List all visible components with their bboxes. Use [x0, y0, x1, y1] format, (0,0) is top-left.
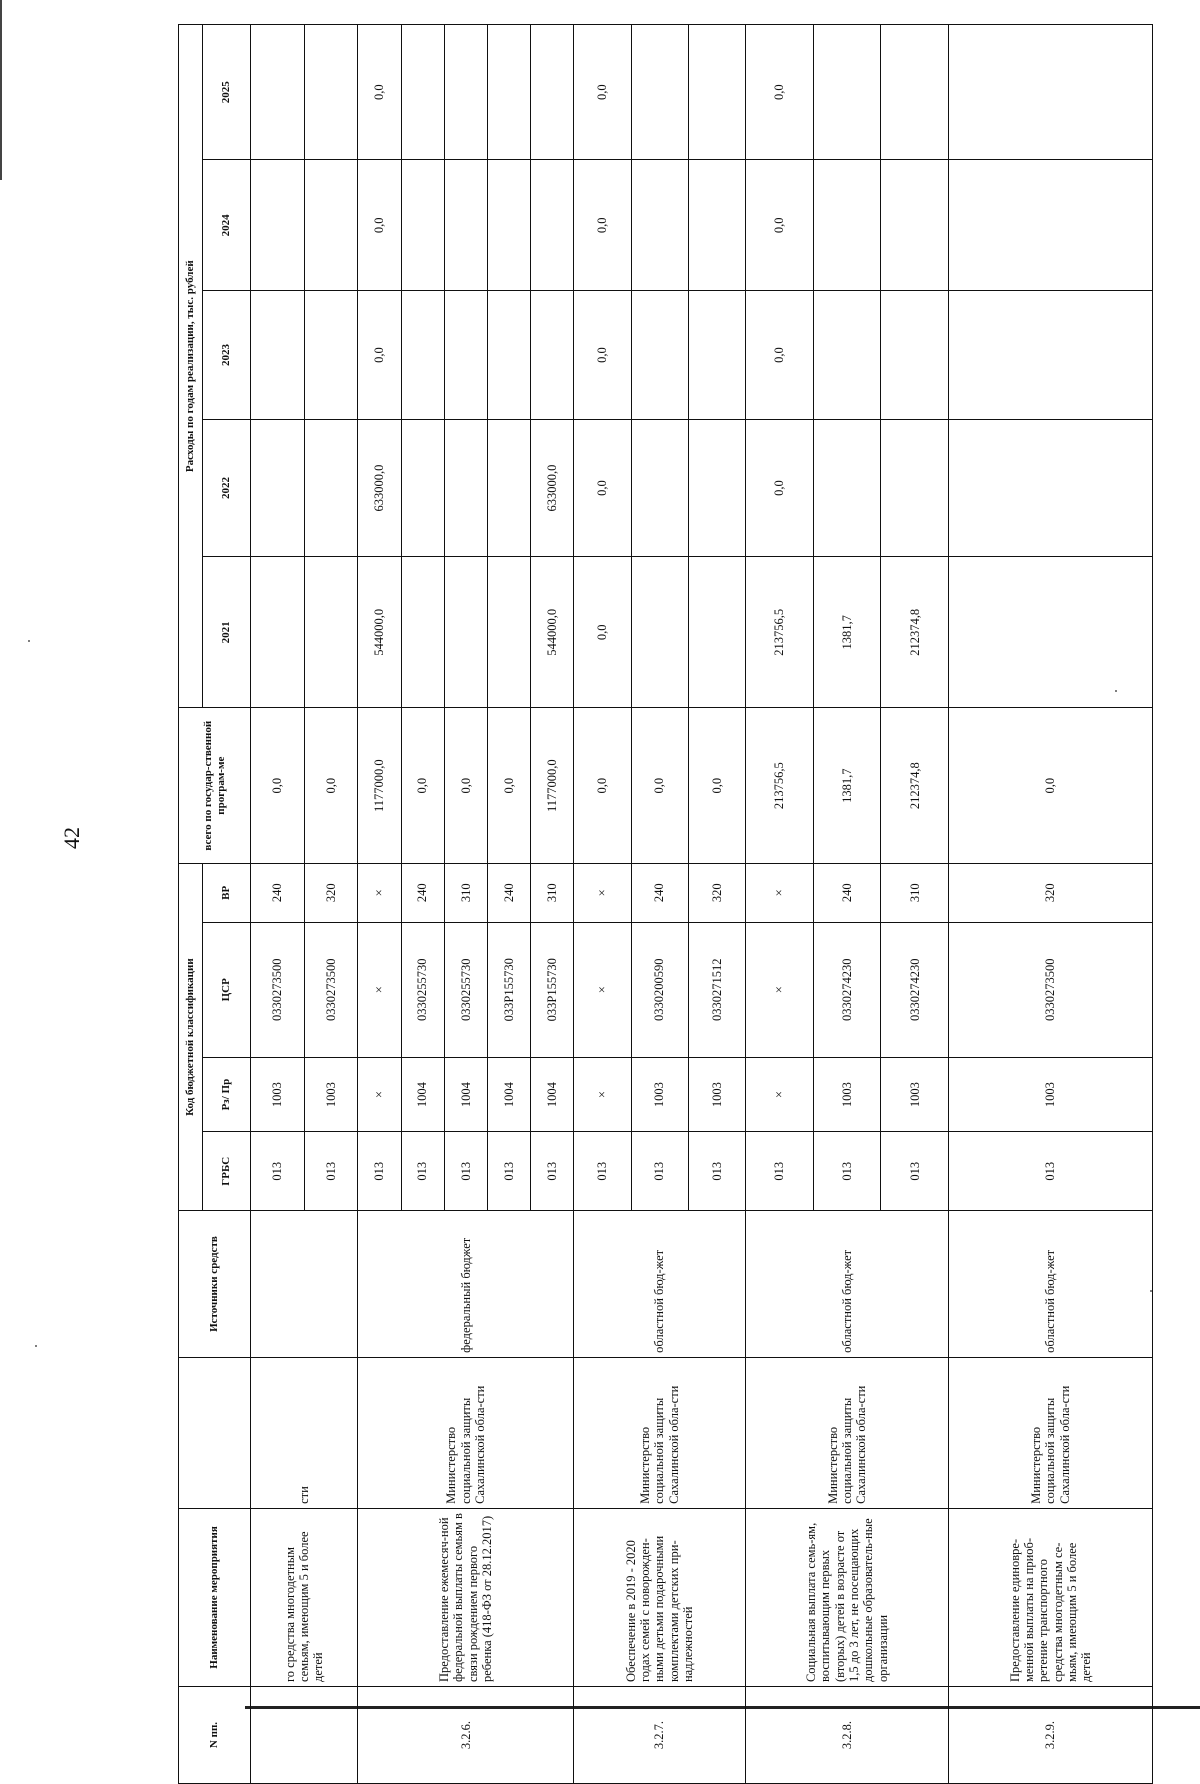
cell-y2021 [631, 557, 688, 708]
cell-grbs: 013 [444, 1132, 487, 1211]
cell-y2022 [251, 419, 305, 557]
cell-n [251, 1687, 358, 1784]
cell-y2025 [688, 25, 745, 160]
cell-total: 1177000,0 [358, 708, 401, 864]
cell-y2023 [444, 291, 487, 420]
cell-csr: 0330274230 [881, 922, 949, 1057]
cell-executor: Министерство социальной защиты Сахалинской обла-сти [358, 1357, 574, 1508]
header-sources: Источники средств [179, 1211, 251, 1358]
cell-csr: 0330255730 [401, 922, 444, 1057]
cell-y2023 [304, 291, 358, 420]
cell-y2024 [949, 160, 1153, 291]
cell-n: 3.2.9. [949, 1687, 1153, 1784]
cell-y2024 [487, 160, 530, 291]
cell-vr: 240 [251, 863, 305, 922]
cell-vr: 240 [487, 863, 530, 922]
cell-y2022: 0,0 [745, 419, 813, 557]
cell-source [251, 1211, 358, 1358]
cell-csr: 0330274230 [813, 922, 881, 1057]
cell-name: Предоставление ежемесяч-ной федеральной выплаты семьям в связи рождением первого ребенка (418-ФЗ от 28.12.2017) [358, 1508, 574, 1686]
cell-rzpr: 1004 [531, 1057, 574, 1131]
cell-rzpr: 1003 [813, 1057, 881, 1131]
cell-y2025: 0,0 [358, 25, 401, 160]
cell-y2023 [251, 291, 305, 420]
cell-y2022: 633000,0 [531, 419, 574, 557]
cell-y2023: 0,0 [574, 291, 631, 420]
header-2021: 2021 [203, 557, 251, 708]
cell-y2021: 212374,8 [881, 557, 949, 708]
cell-y2021 [401, 557, 444, 708]
header-csr: ЦСР [203, 922, 251, 1057]
cell-name: Обеспечение в 2019 - 2020 годах семей с новорожден-ными детьми подарочными комплектами детских при-надлежностей [574, 1508, 745, 1686]
cell-y2022 [881, 419, 949, 557]
budget-table-rotated [178, 24, 1153, 1784]
cell-grbs: 013 [881, 1132, 949, 1211]
header-executor [179, 1357, 251, 1508]
cell-y2024 [813, 160, 881, 291]
cell-rzpr: 1003 [631, 1057, 688, 1131]
cell-y2024 [688, 160, 745, 291]
cell-csr: 033P155730 [487, 922, 530, 1057]
cell-total: 0,0 [251, 708, 305, 864]
cell-y2025 [813, 25, 881, 160]
cell-name: го средства многодетным семьям, имеющим 5 и более детей [251, 1508, 358, 1686]
cell-rzpr: 1003 [881, 1057, 949, 1131]
header-2024: 2024 [203, 160, 251, 291]
cell-y2023 [949, 291, 1153, 420]
cell-y2022 [631, 419, 688, 557]
cell-source: областной бюд-жет [949, 1211, 1153, 1358]
table-row [251, 25, 305, 1784]
cell-vr: 240 [631, 863, 688, 922]
cell-rzpr: × [745, 1057, 813, 1131]
cell-y2024: 0,0 [745, 160, 813, 291]
cell-total: 1381,7 [813, 708, 881, 864]
scan-speck [28, 640, 30, 642]
cell-total: 0,0 [688, 708, 745, 864]
cell-total: 0,0 [631, 708, 688, 864]
cell-grbs: 013 [574, 1132, 631, 1211]
cell-y2023 [881, 291, 949, 420]
cell-grbs: 013 [531, 1132, 574, 1211]
cell-y2025 [531, 25, 574, 160]
cell-y2025: 0,0 [574, 25, 631, 160]
cell-csr: 0330255730 [444, 922, 487, 1057]
header-2023: 2023 [203, 291, 251, 420]
cell-grbs: 013 [304, 1132, 358, 1211]
scan-speck [35, 1345, 37, 1347]
cell-y2024: 0,0 [358, 160, 401, 291]
cell-grbs: 013 [745, 1132, 813, 1211]
cell-grbs: 013 [949, 1132, 1153, 1211]
cell-csr: 0330273500 [251, 922, 305, 1057]
header-budget-code-group: Код бюджетной классификации [179, 863, 203, 1210]
cell-n: 3.2.8. [745, 1687, 949, 1784]
cell-y2024 [631, 160, 688, 291]
cell-y2023 [813, 291, 881, 420]
header-vr: ВР [203, 863, 251, 922]
cell-csr: 0330271512 [688, 922, 745, 1057]
cell-csr: 0330200590 [631, 922, 688, 1057]
cell-y2025 [881, 25, 949, 160]
table-row [574, 25, 631, 1784]
cell-vr: × [358, 863, 401, 922]
cell-total: 0,0 [401, 708, 444, 864]
cell-y2024 [304, 160, 358, 291]
cell-name: Социальная выплата семь-ям, воспитывающим первых (вторых) детей в возрасте от 1,5 до 3 лет, не посещающих дошкольные образователь-ные организации [745, 1508, 949, 1686]
cell-y2022 [304, 419, 358, 557]
cell-y2022 [813, 419, 881, 557]
table-row [949, 25, 1153, 1784]
cell-total: 0,0 [949, 708, 1153, 864]
header-rzpr: Рз/ Пр [203, 1057, 251, 1131]
cell-y2025 [487, 25, 530, 160]
cell-y2025 [444, 25, 487, 160]
cell-rzpr: 1003 [304, 1057, 358, 1131]
cell-source: областной бюд-жет [745, 1211, 949, 1358]
cell-grbs: 013 [251, 1132, 305, 1211]
table-header [179, 25, 251, 1784]
cell-y2023 [531, 291, 574, 420]
table-body [251, 25, 1153, 1784]
cell-total: 1177000,0 [531, 708, 574, 864]
cell-grbs: 013 [487, 1132, 530, 1211]
cell-y2022: 633000,0 [358, 419, 401, 557]
cell-y2021: 213756,5 [745, 557, 813, 708]
cell-vr: 310 [444, 863, 487, 922]
header-n: N пп. [179, 1687, 251, 1784]
cell-vr: × [745, 863, 813, 922]
cell-vr: 310 [531, 863, 574, 922]
table-row [745, 25, 813, 1784]
cell-y2021: 0,0 [574, 557, 631, 708]
cell-rzpr: 1004 [487, 1057, 530, 1131]
cell-y2024 [251, 160, 305, 291]
cell-csr: × [574, 922, 631, 1057]
cell-executor: Министерство социальной защиты Сахалинской обла-сти [574, 1357, 745, 1508]
cell-total: 0,0 [487, 708, 530, 864]
cell-vr: 310 [881, 863, 949, 922]
header-name: Наименование мероприятия [179, 1508, 251, 1686]
cell-n: 3.2.6. [358, 1687, 574, 1784]
cell-y2023 [688, 291, 745, 420]
cell-y2023 [631, 291, 688, 420]
cell-y2023: 0,0 [745, 291, 813, 420]
cell-y2022 [949, 419, 1153, 557]
cell-y2021: 1381,7 [813, 557, 881, 708]
cell-rzpr: 1003 [251, 1057, 305, 1131]
scan-edge-mark [0, 0, 2, 180]
cell-y2024 [881, 160, 949, 291]
cell-grbs: 013 [813, 1132, 881, 1211]
cell-executor: сти [251, 1357, 358, 1508]
cell-y2023: 0,0 [358, 291, 401, 420]
header-grbs: ГРБС [203, 1132, 251, 1211]
cell-rzpr: 1003 [688, 1057, 745, 1131]
cell-y2021 [949, 557, 1153, 708]
cell-vr: 240 [813, 863, 881, 922]
cell-total: 0,0 [304, 708, 358, 864]
cell-executor: Министерство социальной защиты Сахалинской обла-сти [949, 1357, 1153, 1508]
header-total: всего по государ-ственной програм-ме [179, 708, 251, 864]
cell-vr: 320 [688, 863, 745, 922]
header-2022: 2022 [203, 419, 251, 557]
cell-y2025 [401, 25, 444, 160]
cell-csr: × [745, 922, 813, 1057]
cell-y2022 [401, 419, 444, 557]
cell-y2025: 0,0 [745, 25, 813, 160]
cell-rzpr: × [574, 1057, 631, 1131]
cell-csr: 0330273500 [304, 922, 358, 1057]
cell-total: 212374,8 [881, 708, 949, 864]
cell-grbs: 013 [631, 1132, 688, 1211]
cell-source: федеральный бюджет [358, 1211, 574, 1358]
cell-y2021 [304, 557, 358, 708]
cell-y2025 [304, 25, 358, 160]
cell-y2023 [487, 291, 530, 420]
cell-rzpr: 1004 [444, 1057, 487, 1131]
cell-y2025 [631, 25, 688, 160]
cell-y2021 [251, 557, 305, 708]
cell-y2021: 544000,0 [531, 557, 574, 708]
cell-total: 213756,5 [745, 708, 813, 864]
cell-y2021 [688, 557, 745, 708]
cell-y2022: 0,0 [574, 419, 631, 557]
header-expenses-group: Расходы по годам реализации, тыс. рублей [179, 25, 203, 708]
cell-y2022 [444, 419, 487, 557]
page-number: 42 [59, 827, 84, 849]
cell-y2023 [401, 291, 444, 420]
cell-y2024 [444, 160, 487, 291]
cell-rzpr: × [358, 1057, 401, 1131]
cell-rzpr: 1003 [949, 1057, 1153, 1131]
cell-y2021 [487, 557, 530, 708]
cell-y2025 [251, 25, 305, 160]
cell-n: 3.2.7. [574, 1687, 745, 1784]
cell-y2022 [487, 419, 530, 557]
cell-y2021 [444, 557, 487, 708]
cell-grbs: 013 [358, 1132, 401, 1211]
cell-vr: 320 [949, 863, 1153, 922]
table-row [358, 25, 401, 1784]
budget-table [178, 24, 1153, 1784]
cell-rzpr: 1004 [401, 1057, 444, 1131]
cell-total: 0,0 [574, 708, 631, 864]
cell-total: 0,0 [444, 708, 487, 864]
cell-y2021: 544000,0 [358, 557, 401, 708]
cell-csr: × [358, 922, 401, 1057]
cell-executor: Министерство социальной защиты Сахалинской обла-сти [745, 1357, 949, 1508]
cell-grbs: 013 [401, 1132, 444, 1211]
cell-source: областной бюд-жет [574, 1211, 745, 1358]
cell-y2025 [949, 25, 1153, 160]
cell-y2024 [401, 160, 444, 291]
cell-vr: × [574, 863, 631, 922]
header-2025: 2025 [203, 25, 251, 160]
cell-y2024 [531, 160, 574, 291]
cell-vr: 320 [304, 863, 358, 922]
cell-y2024: 0,0 [574, 160, 631, 291]
cell-vr: 240 [401, 863, 444, 922]
cell-csr: 0330273500 [949, 922, 1153, 1057]
cell-grbs: 013 [688, 1132, 745, 1211]
cell-csr: 033P155730 [531, 922, 574, 1057]
cell-y2022 [688, 419, 745, 557]
cell-name: Предоставление единовре-менной выплаты на приоб-ретение транспортного средства многодетным се-мьям, имеющим 5 и более детей [949, 1508, 1153, 1686]
